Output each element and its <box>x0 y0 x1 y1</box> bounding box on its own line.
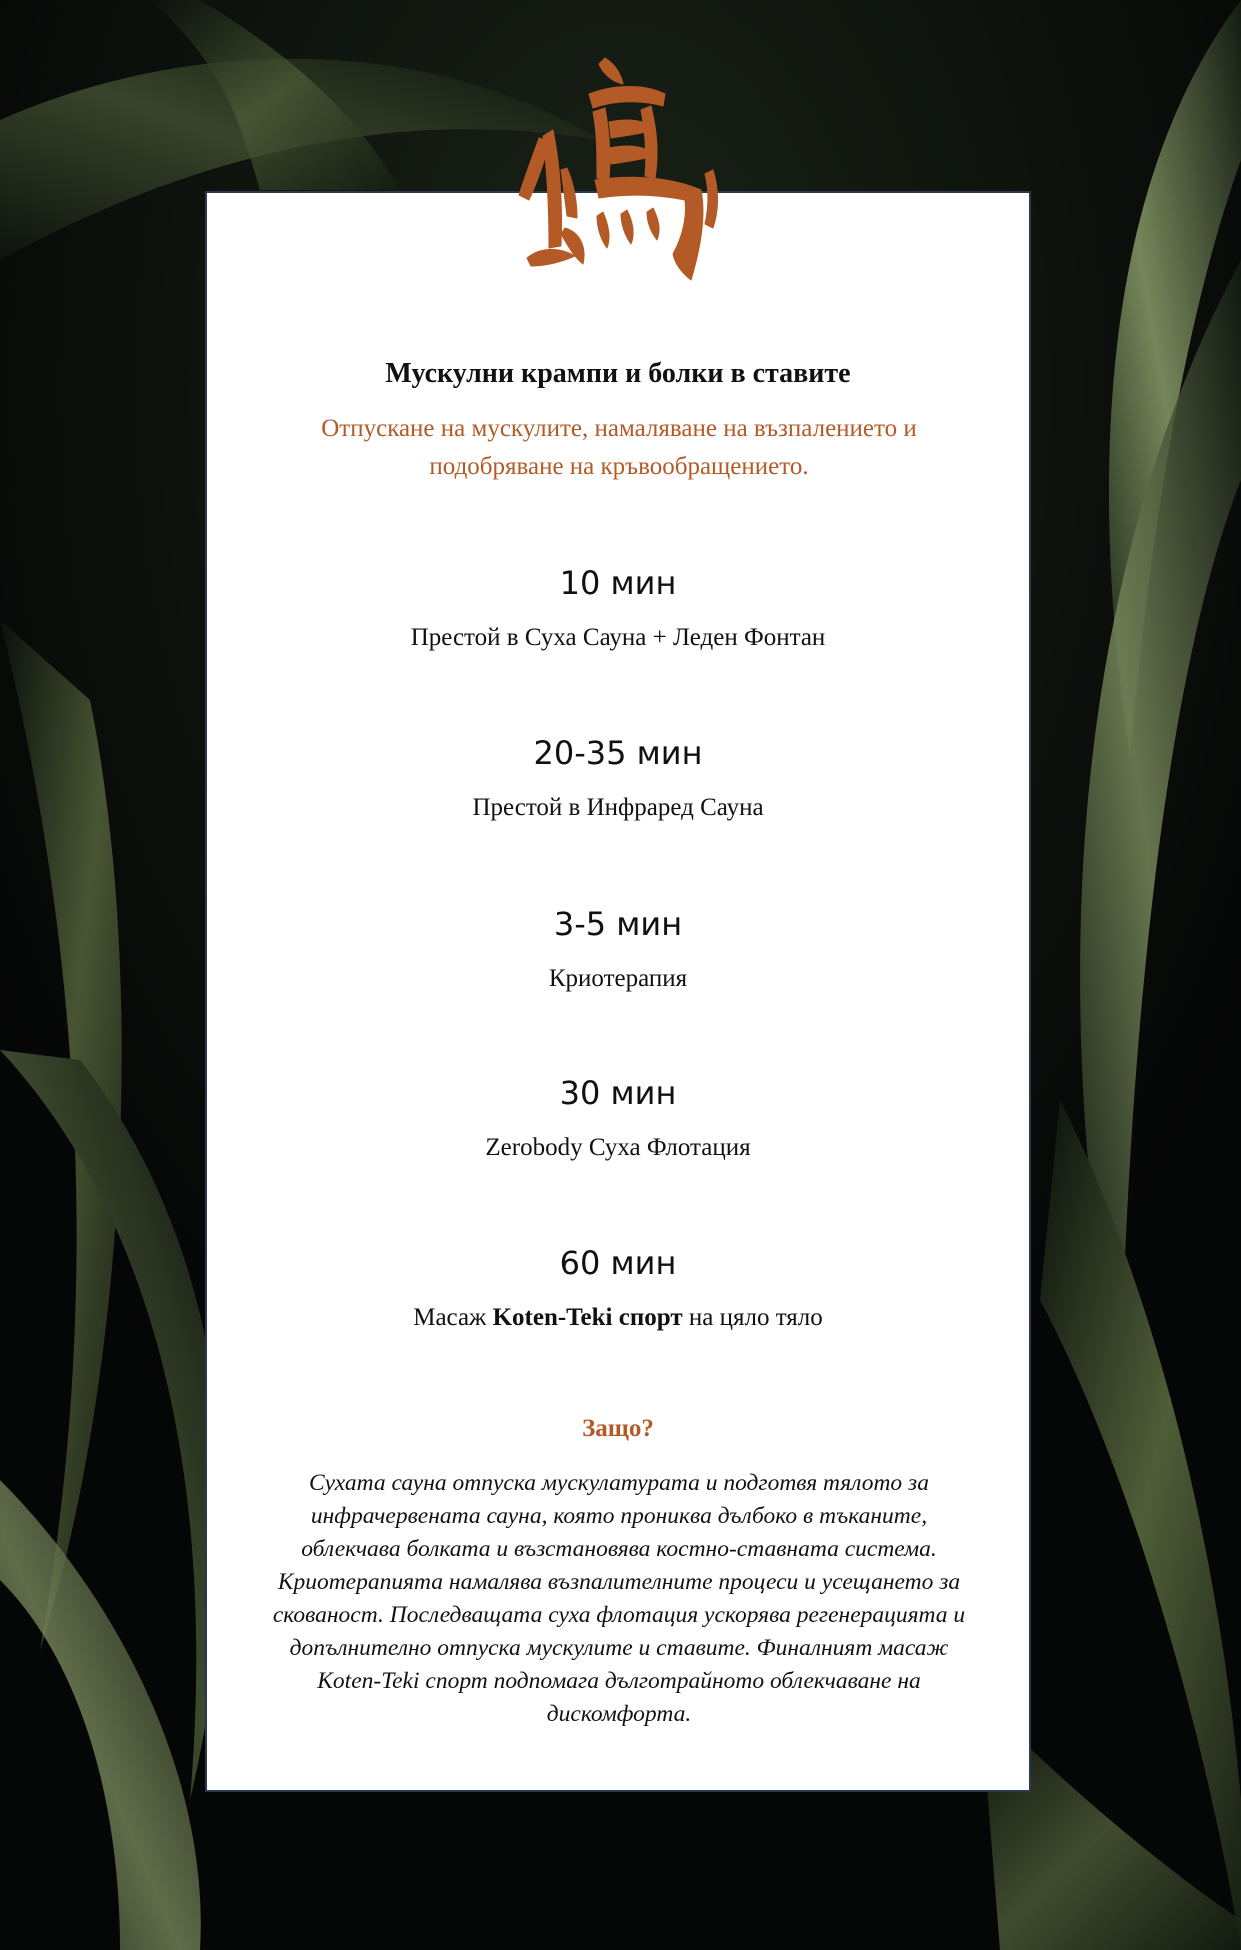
step-item <box>207 1073 1029 1163</box>
step-description-prefix: Масаж <box>413 1304 487 1331</box>
why-text: Сухата сауна отпуска мускулатурата и подготвя тялото за инфрачервената сауна, която прониква дълбоко в тъканите, облекчава болката и възстановява костно-ставната система. Криотерапията намалява възпалителните процеси и усещането за скованост. Последващата суха флотация ускорява регенерацията и допълнително отпуска мускулите и ставите. Финалният масаж Koten-Teki спорт подпомага дълготрайното облекчаване на дискомфорта. <box>272 1470 966 1727</box>
step-item <box>207 733 1029 823</box>
step-duration: 30 мин <box>559 1074 677 1112</box>
page-subtitle: Отпускане на мускулите, намаляване на възпалението и подобряване на кръвообращението. <box>321 415 917 480</box>
page-title: Мускулни крампи и болки в ставите <box>385 358 851 389</box>
step-duration: 3-5 мин <box>553 905 683 943</box>
step-description: Престой в Инфраред Сауна <box>472 794 764 821</box>
step-duration: 20-35 мин <box>533 734 703 772</box>
step-description: Zerobody Суха Флотация <box>485 1134 751 1161</box>
step-item <box>207 904 1029 994</box>
step-description: Криотерапия <box>548 965 688 992</box>
massage-name: Koten-Teki спорт <box>492 1304 683 1331</box>
step-duration: 10 мин <box>559 564 677 602</box>
calligraphy-logo-icon <box>505 50 740 295</box>
step-description-suffix: на цяло тяло <box>688 1304 823 1331</box>
step-description: Престой в Суха Сауна + Леден Фонтан <box>410 624 826 651</box>
step-duration: 60 мин <box>559 1244 677 1282</box>
treatment-card <box>205 191 1031 1792</box>
step-item <box>207 563 1029 653</box>
why-title: Защо? <box>582 1415 654 1442</box>
step-item <box>207 1243 1029 1333</box>
step-description <box>207 1303 1029 1333</box>
